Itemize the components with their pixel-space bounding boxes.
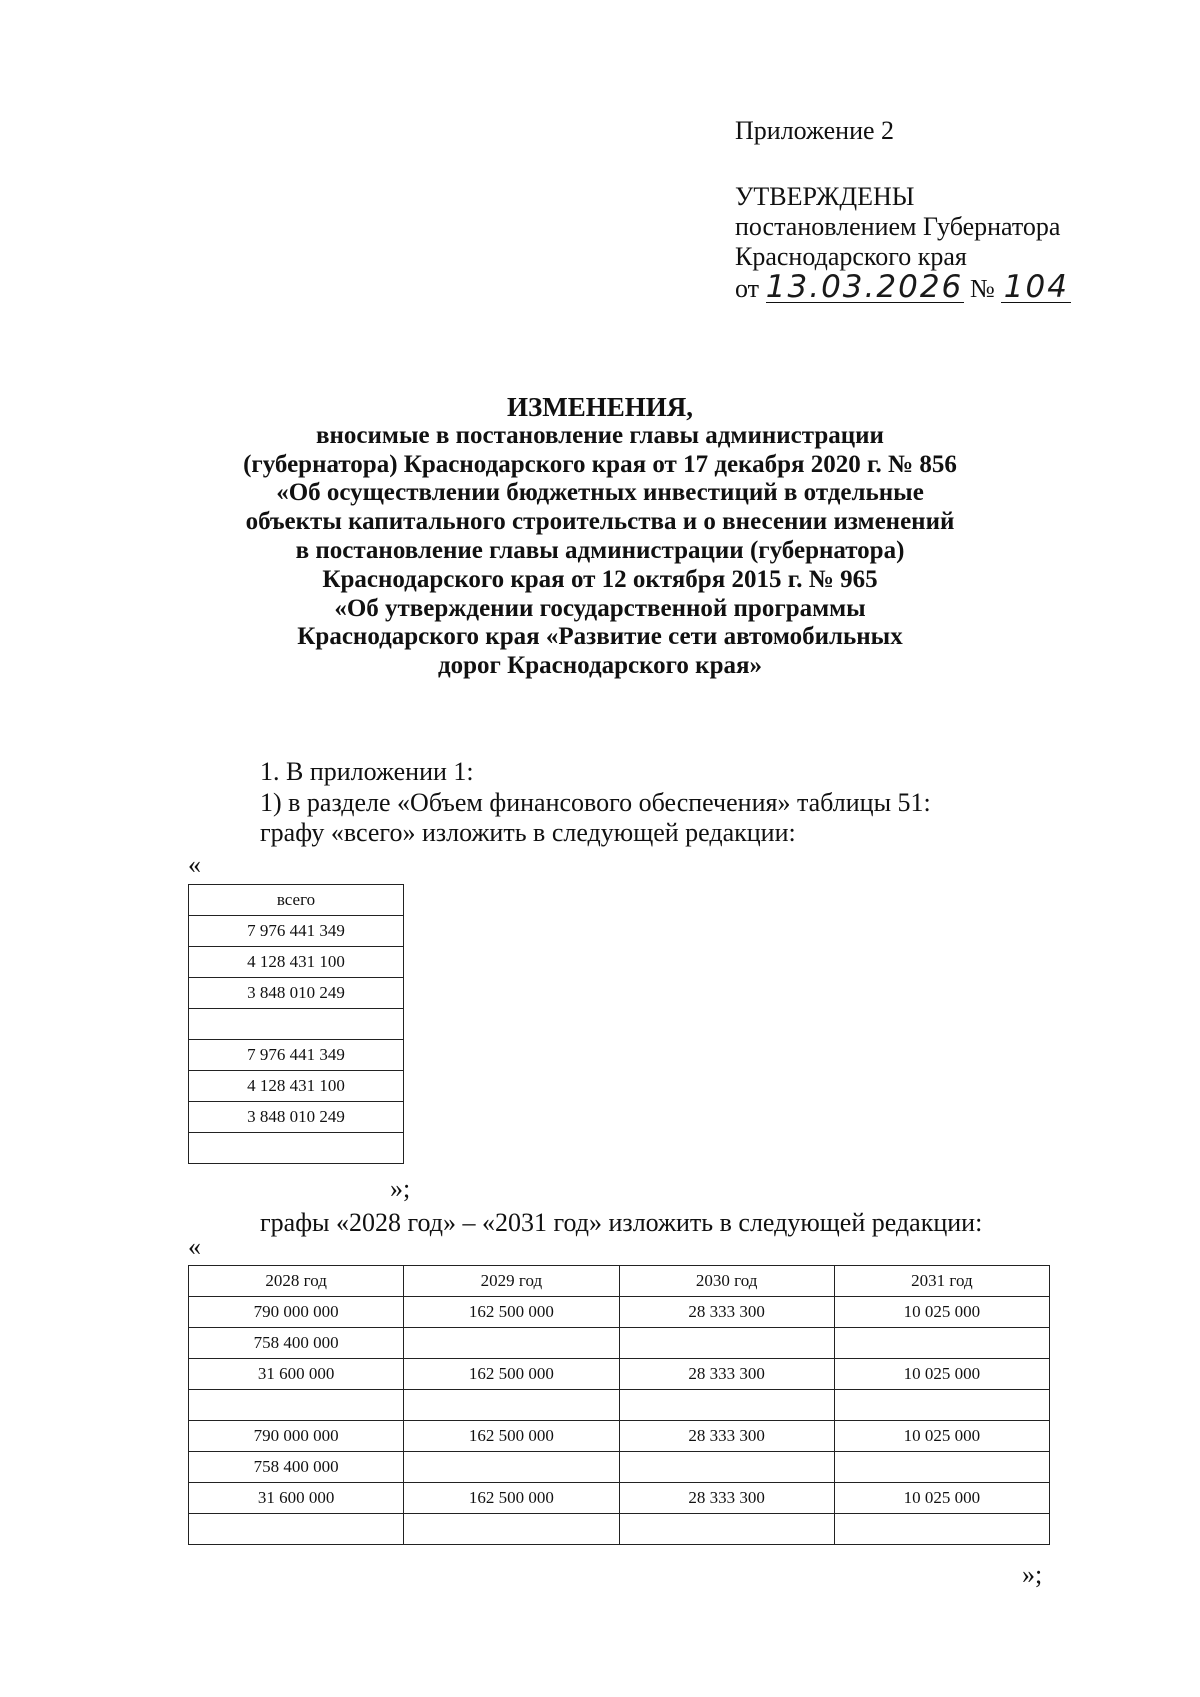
table-cell: 162 500 000 [404,1421,619,1452]
table-cell: 162 500 000 [404,1359,619,1390]
table-cell [404,1514,619,1545]
table-cell: 28 333 300 [619,1297,834,1328]
header-2030: 2030 год [619,1266,834,1297]
title-line: вносимые в постановление главы администрации [316,421,884,449]
date-prefix: от [735,274,760,303]
title-line: в постановление главы администрации (губернатора) [295,536,905,564]
table-header-row [189,885,404,916]
title-line: Краснодарского края от 12 октября 2015 г. № 965 [322,565,878,593]
table-cell [834,1328,1049,1359]
paragraph-4: графы «2028 год» – «2031 год» изложить в следующей редакции: [260,1208,983,1237]
appendix-label: Приложение 2 [735,116,895,145]
table-cell: 3 848 010 249 [189,978,404,1009]
table-cell [189,1390,404,1421]
open-quote-1: « [188,850,201,879]
table-cell: 3 848 010 249 [189,1102,404,1133]
table-cell: 4 128 431 100 [189,947,404,978]
header-2029: 2029 год [404,1266,619,1297]
table-cell [189,1514,404,1545]
table-cell: 7 976 441 349 [189,1040,404,1071]
table-cell [619,1514,834,1545]
table-row [189,1297,1050,1328]
table-row [189,1452,1050,1483]
table-cell: 31 600 000 [189,1483,404,1514]
table-cell [619,1328,834,1359]
header-total: всего [189,885,404,916]
table-cell: 10 025 000 [834,1297,1049,1328]
table-cell: 10 025 000 [834,1359,1049,1390]
table-header-row [189,1266,1050,1297]
table-cell: 162 500 000 [404,1483,619,1514]
table-cell [834,1390,1049,1421]
table-cell [619,1390,834,1421]
table-row [189,1390,1050,1421]
table-cell: 28 333 300 [619,1421,834,1452]
table-cell [404,1390,619,1421]
table-row [189,1514,1050,1545]
table-row [189,1040,404,1071]
table-cell: 758 400 000 [189,1452,404,1483]
table-row [189,1133,404,1164]
table-row [189,916,404,947]
table-cell: 10 025 000 [834,1483,1049,1514]
handwritten-date: 13.03.2026 [765,269,964,305]
table-cell: 4 128 431 100 [189,1071,404,1102]
table-cell [834,1452,1049,1483]
table-cell: 28 333 300 [619,1483,834,1514]
table-row [189,1483,1050,1514]
table-cell: 790 000 000 [189,1421,404,1452]
table-row [189,1102,404,1133]
table-row [189,1421,1050,1452]
table-cell: 7 976 441 349 [189,916,404,947]
table-cell: 10 025 000 [834,1421,1049,1452]
paragraph-1: 1. В приложении 1: [260,757,474,786]
table-total [188,884,404,1164]
table-cell: 758 400 000 [189,1328,404,1359]
title-heading: ИЗМЕНЕНИЯ, [506,392,693,422]
approved-label: УТВЕРЖДЕНЫ [735,182,915,211]
document-title [0,393,1200,681]
table-row [189,1071,404,1102]
approved-by-line2: Краснодарского края [735,242,967,271]
table-cell [189,1133,404,1164]
table-row [189,1009,404,1040]
table-cell: 790 000 000 [189,1297,404,1328]
table-years [188,1265,1050,1545]
title-line: Краснодарского края «Развитие сети автомобильных [297,623,903,651]
number-sign: № [970,274,995,303]
close-quote-1: »; [390,1174,411,1203]
table-cell: 162 500 000 [404,1297,619,1328]
paragraph-2: 1) в разделе «Объем финансового обеспечения» таблицы 51: [260,788,931,817]
date-number-line [735,269,1071,305]
table-cell [619,1452,834,1483]
open-quote-2: « [188,1232,201,1261]
close-quote-2: »; [1022,1560,1043,1589]
table-row [189,1328,1050,1359]
table-cell [189,1009,404,1040]
table-row [189,1359,1050,1390]
paragraph-3: графу «всего» изложить в следующей редакции: [260,818,796,847]
handwritten-number: 104 [1001,272,1071,303]
title-line: объекты капитального строительства и о внесении изменений [245,508,955,536]
table-cell [404,1328,619,1359]
title-line: дорог Краснодарского края» [438,652,762,680]
approved-by-line1: постановлением Губернатора [735,212,1061,241]
header-2028: 2028 год [189,1266,404,1297]
title-line: «Об осуществлении бюджетных инвестиций в отдельные [276,479,924,507]
title-line: (губернатора) Краснодарского края от 17 декабря 2020 г. № 856 [243,450,957,478]
table-cell [834,1514,1049,1545]
table-row [189,978,404,1009]
table-row [189,947,404,978]
table-cell: 28 333 300 [619,1359,834,1390]
table-cell [404,1452,619,1483]
header-2031: 2031 год [834,1266,1049,1297]
table-cell: 31 600 000 [189,1359,404,1390]
title-line: «Об утверждении государственной программы [334,594,866,622]
